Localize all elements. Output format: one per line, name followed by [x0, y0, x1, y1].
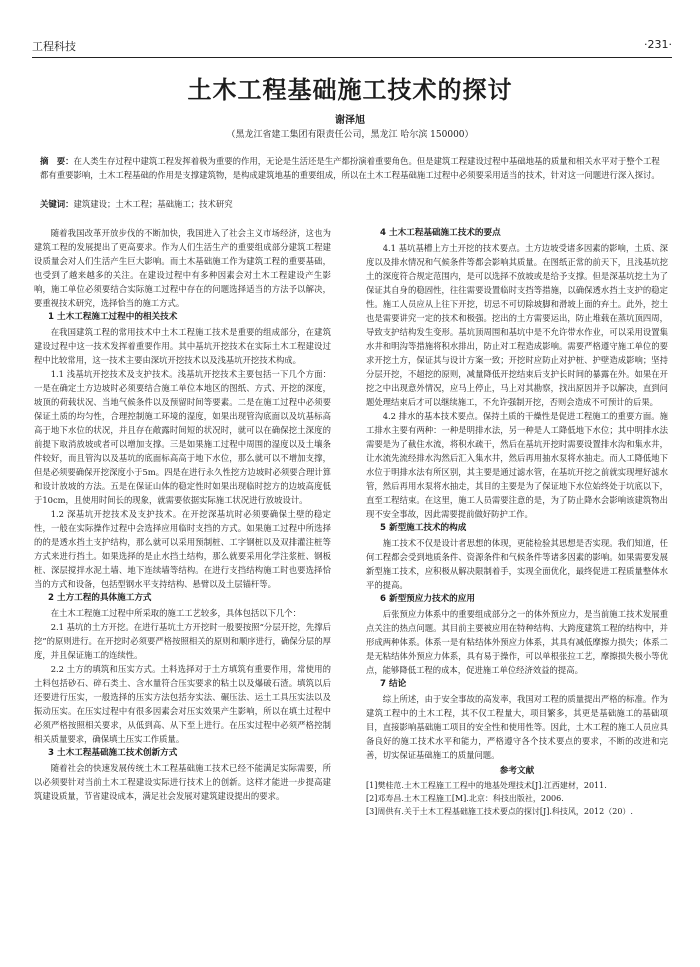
- paragraph-4-2: 4.2 排水的基本技术要点。保持土质的干燥性是促进工程施工的重要方面。施工排水主要有两种：一种是明排水法，另一种是人工降低地下水位；其中明排水法需要是为了截住水流，将积水疏干，然后在基坑开挖时需要设置排水沟和集水井，让水流先流经排水沟然后汇入集水井，然后再用抽水泵将水抽走。而人工降低地下水位于明排水法有所区别，其主要是通过滤水管，在基坑开挖之前就实现埋好滤水管，然后再用水泵将水抽走，其目的主要是为了保证地下水位始终处于坑底以下，直至工程结束。在这里，施工人员需要注意的是，为了防止降水会影响该建筑物出现不安全事故，因此需要提前做好防护工作。: [366, 411, 668, 519]
- reference-item: [3]周供有.关于土木工程基础施工技术要点的探讨[J].科技风，2012（20）.: [366, 807, 633, 816]
- journal-section: 工程科技: [32, 40, 76, 53]
- section-heading-4: 4 土木工程基础施工技术的要点: [380, 228, 501, 238]
- header-rule: [32, 57, 672, 58]
- keywords-label: 关键词：: [40, 199, 74, 209]
- abstract-label: 摘 要：: [40, 156, 74, 166]
- references-heading: 参考文献: [499, 766, 535, 776]
- paragraph-1-1: 1.1 浅基坑开挖技术及支护技术。浅基坑开挖技术主要包括一下几个方面：一是在确定土方边坡时必须要结合施工单位本地区的图纸、方式、开挖的深度，坡顶的荷载状况、当地气候条件以及预留时间等要素。二是在施工过程中必须要保证土质的均匀性，合理控制施工环境的湿度，如果出现管沟底面以及坑基标高高于地下水位的状况，并且存在敞露时间短的状况时，就可以在确保挖土深度的前提下取消放坡或者可以增加支撑。三是如果施工过程中周围的湿度以及土壤条件较好，而且管沟以及基坑的底面标高高于地下水位，那么就可以不增加支撑，但是必须要确保开挖深度小于5m。四是在进行永久性挖方边坡时必须要合理计算和设计放坡的方法。五是在保证山体的稳定性时如果出现临时挖方的边坡高度低于10cm，且使用时间长的现象，就需要依据实际施工状况进行放坡设计。: [34, 369, 331, 505]
- section-heading-2: 2 土方工程的具体施工方式: [48, 593, 152, 603]
- right-column: [366, 226, 668, 956]
- abstract-text: 在人类生存过程中建筑工程发挥着极为重要的作用，无论是生活还是生产都扮演着重要角色。但是建筑工程建设过程中基础地基的质量和相关水平对于整个工程都有重要影响，土木工程基础的作用是支撑建筑物，是构成建筑地基的重要组成，所以在土木工程基础施工过程中必须要采用适当的技术，针对这一问题进行深入探讨。: [40, 156, 660, 180]
- keywords-text: 建筑建设；土木工程；基础施工；技术研究: [73, 199, 233, 209]
- keywords: [40, 197, 668, 211]
- section-heading-3: 3 土木工程基础施工技术创新方式: [48, 748, 178, 758]
- paragraph-4-1: 4.1 基坑基槽上方土开挖的技术要点。土方边坡受诸多因素的影响，土质、深度以及排水情况和气候条件等都会影响其质量。在图纸正常的前天下，且浅基坑挖土的深度符合规定范围内，是可以选择不放坡或是给予支撑。但是深基坑挖土为了保证其自身的稳固性，往往需要设置临时支挡等措施，以确保透水挡土支护的稳定性。施工人员应从上往下开挖，切忌不可切除坡脚和滑坡上面的弃土。此外，挖土也是需要讲究一定的技术和极强。挖出的土方需要运出，防止堆载在蒸坑顶四周，导致支护结构发生变形。基坑顶周围和基坑中是不允许带水作业，可以采用设置集水井和明沟等措施将积水排出，防止对工程造成影响。需要严格遵守施工单位的要求开挖土方，保证其与设计方案一致；开挖时应防止对护桩、护壁造成影响；坚持分层开挖，不超挖的原则，减量降低开挖结束后支护长时间的暴露在外。如果在开挖之中出现意外情况，应马上停止，马上对其勘察，找出原因并予以解决，直到问题处理结束后才可以继续施工，不允许强制开挖，否则会造成不可预计的后果。: [366, 243, 668, 407]
- paragraph-3: 随着社会的快速发展传统土木工程基础施工技术已经不能满足实际需要，所以必须要针对当前土木工程建设实际进行技术上的创新。这样才能进一步提高建筑建设质量，节省建设成本，满足社会发展对建筑建设提出的要求。: [34, 763, 331, 801]
- section-heading-5: 5 新型施工技术的构成: [380, 523, 467, 533]
- paragraph-7: 综上所述，由于安全事故的高发率，我国对工程的质量提出严格的标准。作为建筑工程中的土木工程，其不仅工程量大，项目繁多，其更是基础施工的基础项目，直接影响基础施工项目的安全性和使用性等。因此，土木工程的施工人员应具备良好的施工技术水平和能力，严格遵守各个技术要点的要求，不断的改进和完善，切实保证基础施工的质量问题。: [366, 694, 668, 760]
- paper-title: 土木工程基础施工技术的探讨: [187, 76, 513, 104]
- running-header: [32, 38, 672, 54]
- paragraph-2-2: 2.2 土方的填筑和压实方式。土料选择对于土方填筑有重要作用，常使用的土料包括砂石、碎石类土、含水量符合压实要求的粘土以及爆破石渣。填筑以后还要进行压实，一般选择的压实方法包括夯实法、碾压法、运土工具压实法以及振动压实。在压实过程中有很多因素会对压实效果产生影响，所以在填土过程中必须严格按照相关要求，从低到高、从下至上进行。在压实过程中必须严格控制相关质量要求，确保填土压实工作质量。: [34, 664, 331, 744]
- paragraph-2-1: 2.1 基坑的土方开挖。在进行基坑土方开挖时一般要按照“分层开挖，先撑后挖”的原则进行。在开挖时必须要严格按照相关的原则和顺序进行，确保分层的厚度，并且保证施工的连续性。: [34, 622, 331, 660]
- abstract: [40, 154, 668, 182]
- section-heading-6: 6 新型预应力技术的应用: [380, 594, 475, 604]
- paragraph-5: 施工技术不仅是设计者思想的体现，更能检验其思想是否实现。我们知道，任何工程都会受到地质条件、资源条件和气候条件等诸多因素的影响。如果需要发展新型施工技术，应积极从解决限制着手，实现全面优化，最终促进工程质量整体水平的提高。: [366, 538, 668, 590]
- affiliation: （黑龙江省建工集团有限责任公司，黑龙江 哈尔滨 150000）: [226, 130, 474, 140]
- reference-item: [1]樊桂范.土木工程施工工程中的地基处理技术[J].江西建材，2011.: [366, 781, 607, 790]
- reference-item: [2]邓寿昌.土木工程施工[M].北京：科技出版社，2006.: [366, 794, 564, 803]
- section-heading-7: 7 结论: [380, 679, 407, 689]
- paragraph-1-2: 1.2 深基坑开挖技术及支护技术。在开挖深基坑时必须要确保土壁的稳定性，一般在实际操作过程中会选择应用临时支挡的方式。如果施工过程中所选择的的是透水挡土支护结构，那么就可以采用预制桩、工字钢桩以及双排灌注桩等方式来进行挡土。如果选择的是止水挡土结构，那么就要采用化学注浆桩、钢板桩、深层搅拌水泥土墙、地下连续墙等结构。在进行支挡结构施工时也要选择恰当的方式和设备，包括型钢水平支持结构、悬臂以及土层锚杆等。: [34, 509, 331, 589]
- author: 谢泽旭: [335, 115, 365, 126]
- paragraph-6: 后张预应力体系中的重要组成部分之一的体外预应力，是当前施工技术发展重点关注的热点问题。其目前主要被应用在特种结构、大跨度建筑工程的结构中，并形成两种体系。体系一是有粘结体外预应力体系，其具有减低摩擦力损失；体系二是无粘结体外预应力体系，具有易于操作，可以单根张拉工艺，摩擦损失极小等优点，能够降低工程的成本，促进施工单位经济效益的提高。: [366, 609, 668, 675]
- left-column: [34, 226, 331, 956]
- paragraph-2: 在土木工程施工过程中所采取的施工工艺较多，具体包括以下几个：: [50, 608, 301, 618]
- paragraph-intro: 随着我国改革开放步伐的不断加快，我国进入了社会主义市场经济，这也为建筑工程的发展提出了更高要求。作为人们生活生产的重要组成部分建筑工程建设质量会对人们生活产生巨大影响。而土木基础施工作为建筑工程的重要基础，也受到了越来越多的关注。在建设过程中有多种因素会对土木工程建设产生影响，施工单位必须要结合实际施工过程中存在的问题选择适当的方法予以解决，要重视技术研究，选择恰当的施工方式。: [34, 228, 331, 308]
- paragraph-1: 在我国建筑工程的常用技术中土木工程施工技术是重要的组成部分，在建筑建设过程中这一技术发挥着重要作用。其中基坑开挖技术在实际土木工程建设过程中比较常用，这一技术主要由深坑开挖技术以及浅基坑开挖技术构成。: [34, 327, 331, 365]
- page-number: ·231·: [644, 38, 672, 51]
- section-heading-1: 1 土木工程施工过程中的相关技术: [48, 312, 178, 322]
